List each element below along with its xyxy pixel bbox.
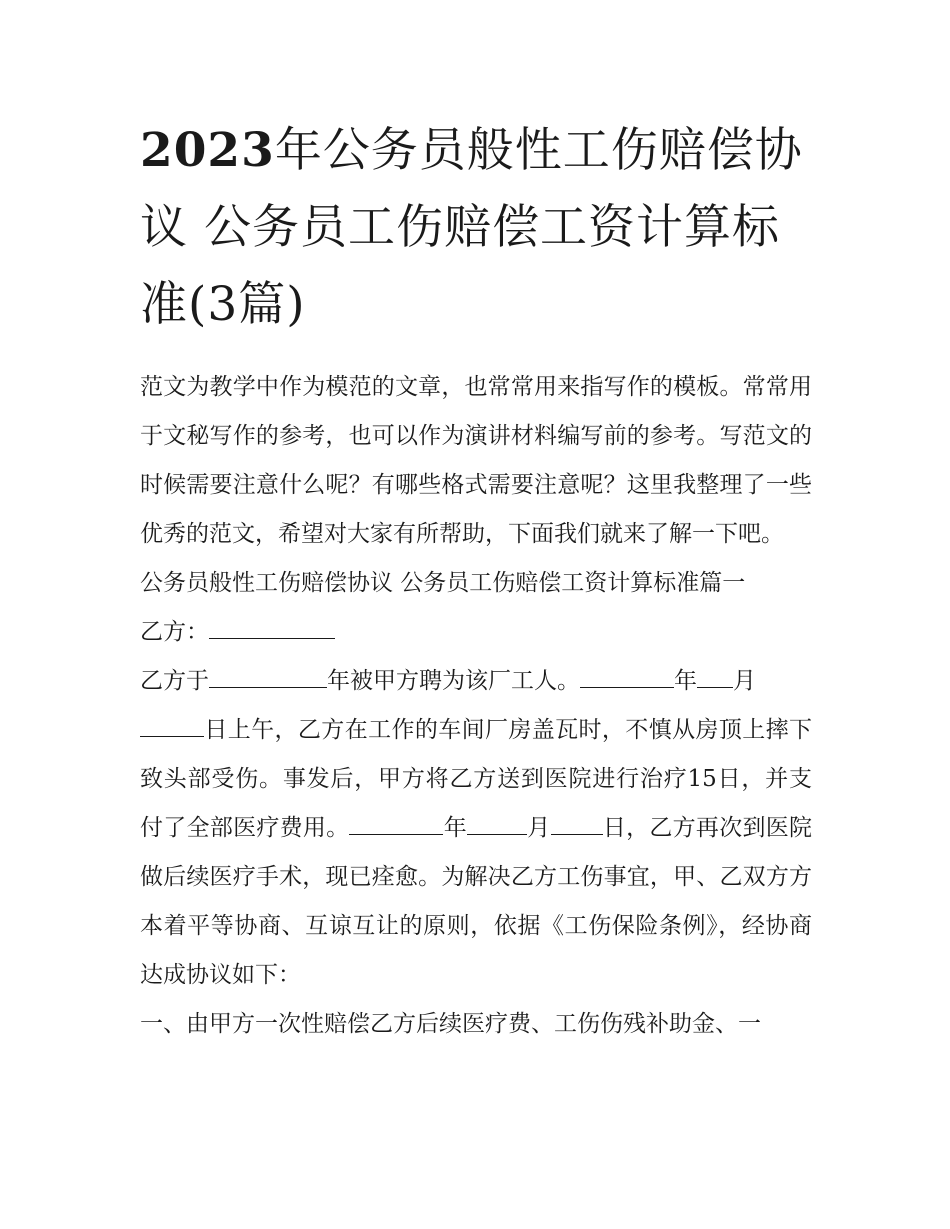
injury-day-blank [140,714,204,737]
intro-paragraph: 范文为教学中作为模范的文章，也常常用来指写作的模板。常常用于文秘写作的参考，也可以作为演讲材料编写前的参考。写范文的时候需要注意什么呢？有哪些格式需要注意呢？这里我整理了一些优秀的范文，希望对大家有所帮助，下面我们就来了解一下吧。 [140,374,812,547]
surgery-month-blank [467,812,527,835]
hire-text-d: 月 [733,668,756,694]
title-year: 2023 [140,123,275,178]
document-title [140,112,812,343]
section-heading: 公务员般性工伤赔偿协议 公务员工伤赔偿工资计算标准篇一 [140,570,746,596]
incident-text-b: 年 [443,815,468,841]
injury-month-blank [697,665,733,688]
hire-text-b: 年被甲方聘为该厂工人。 [327,668,580,694]
clause-1: 一、由甲方一次性赔偿乙方后续医疗费、工伤伤残补助金、一 [140,1011,761,1037]
document-page [140,112,812,1049]
incident-text-a: 日上午，乙方在工作的车间厂房盖瓦时，不慎从房顶上摔下致头部受伤。事发后，甲方将乙方送到医院进行治疗15日，并支付了全部医疗费用。 [140,717,812,841]
surgery-year-blank [349,812,443,835]
hire-year-blank [209,665,327,688]
party-b-blank [209,616,335,639]
party-b-line [140,608,812,657]
injury-year-blank [580,665,674,688]
hire-text-a: 乙方于 [140,668,209,694]
hire-line [140,657,812,706]
title-text: 年公务员般性工伤赔偿协议 公务员工伤赔偿工资计算标准(3篇) [140,123,803,332]
hire-text-c: 年 [674,668,697,694]
incident-text-d: 日，乙方再次到医院做后续医疗手术，现已痊愈。为解决乙方工伤事宜，甲、乙双方方本着平等协商、互谅互让的原则，依据《工伤保险条例》，经协商达成协议如下： [140,815,813,988]
surgery-day-blank [551,812,603,835]
incident-text-c: 月 [527,815,551,841]
party-b-label: 乙方： [140,619,209,645]
incident-paragraph [140,706,812,1000]
